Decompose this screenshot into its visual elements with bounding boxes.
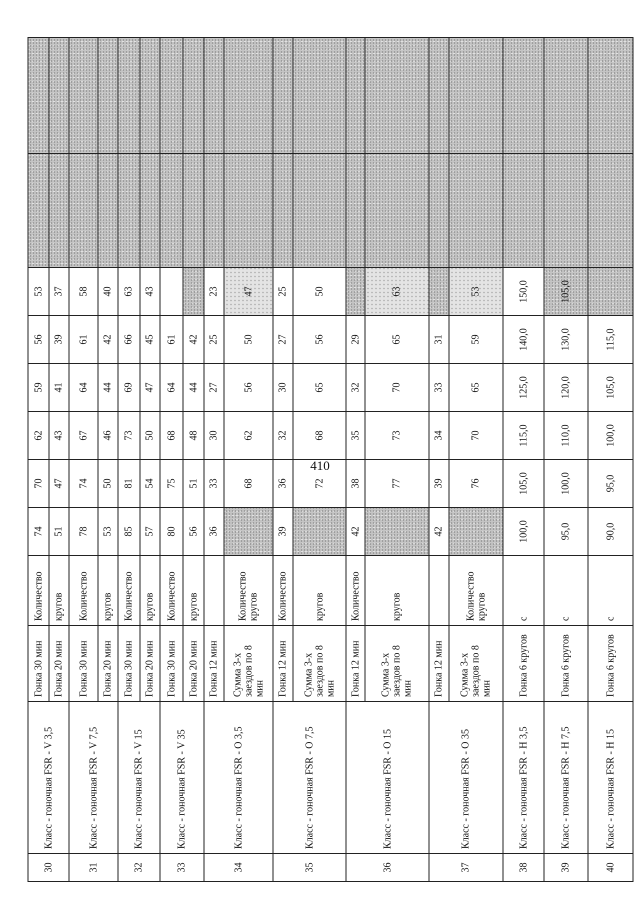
hatched-cell bbox=[140, 38, 160, 154]
value-cell: 50 bbox=[224, 316, 273, 364]
value-cell: 53 bbox=[98, 508, 118, 556]
value-cell: 56 bbox=[28, 316, 49, 364]
hatched-cell bbox=[183, 154, 204, 268]
value-cell: 58 bbox=[69, 268, 98, 316]
value-cell: 65 bbox=[449, 364, 503, 412]
value-cell: 50 bbox=[98, 460, 118, 508]
unit-cell bbox=[204, 556, 224, 626]
race-format-cell: Гонка 30 мин bbox=[160, 626, 183, 702]
value-cell: 140,0 bbox=[503, 316, 544, 364]
table-row bbox=[69, 38, 98, 882]
value-cell bbox=[346, 268, 365, 316]
unit-cell: Количество bbox=[69, 556, 98, 626]
value-cell: 42 bbox=[429, 508, 449, 556]
race-format-cell: Гонка 12 мин bbox=[204, 626, 224, 702]
hatched-cell bbox=[204, 38, 224, 154]
value-cell: 76 bbox=[449, 460, 503, 508]
value-cell: 56 bbox=[183, 508, 204, 556]
unit-cell: с bbox=[503, 556, 544, 626]
hatched-cell bbox=[449, 38, 503, 154]
value-cell: 70 bbox=[365, 364, 429, 412]
value-cell: 73 bbox=[365, 412, 429, 460]
race-format-cell: Сумма 3-х заездов по 8 мин bbox=[293, 626, 346, 702]
hatched-cell bbox=[28, 154, 49, 268]
value-cell: 115,0 bbox=[503, 412, 544, 460]
value-cell bbox=[449, 508, 503, 556]
class-name-cell: Класс - гоночная FSR - H 15 bbox=[588, 702, 633, 854]
value-cell: 68 bbox=[224, 460, 273, 508]
value-cell: 62 bbox=[28, 412, 49, 460]
hatched-cell bbox=[49, 154, 69, 268]
value-cell: 66 bbox=[118, 316, 140, 364]
value-cell: 36 bbox=[204, 508, 224, 556]
unit-cell bbox=[429, 556, 449, 626]
value-cell: 27 bbox=[273, 316, 293, 364]
hatched-cell bbox=[429, 154, 449, 268]
value-cell: 30 bbox=[273, 364, 293, 412]
hatched-cell bbox=[503, 38, 544, 154]
race-format-cell: Сумма 3-х заездов по 8 мин bbox=[449, 626, 503, 702]
hatched-cell bbox=[588, 154, 633, 268]
value-cell: 56 bbox=[293, 316, 346, 364]
table-row bbox=[346, 38, 365, 882]
value-cell: 33 bbox=[204, 460, 224, 508]
value-cell: 100,0 bbox=[503, 508, 544, 556]
hatched-cell bbox=[544, 154, 588, 268]
hatched-cell bbox=[346, 154, 365, 268]
value-cell: 77 bbox=[365, 460, 429, 508]
value-cell: 43 bbox=[140, 268, 160, 316]
hatched-cell bbox=[118, 154, 140, 268]
hatched-cell bbox=[224, 154, 273, 268]
unit-cell: с bbox=[588, 556, 633, 626]
value-cell: 59 bbox=[449, 316, 503, 364]
unit-cell: кругов bbox=[49, 556, 69, 626]
table-row bbox=[28, 38, 49, 882]
value-cell: 33 bbox=[429, 364, 449, 412]
hatched-cell bbox=[69, 38, 98, 154]
value-cell: 44 bbox=[183, 364, 204, 412]
value-cell: 50 bbox=[293, 268, 346, 316]
value-cell: 70 bbox=[449, 412, 503, 460]
hatched-cell bbox=[365, 154, 429, 268]
race-format-cell: Гонка 12 мин bbox=[346, 626, 365, 702]
row-number-cell: 36 bbox=[346, 854, 429, 882]
race-format-cell: Сумма 3-х заездов по 8 мин bbox=[365, 626, 429, 702]
value-cell: 53 bbox=[28, 268, 49, 316]
class-name-cell: Класс - гоночная FSR - H 7,5 bbox=[544, 702, 588, 854]
value-cell: 42 bbox=[346, 508, 365, 556]
value-cell: 48 bbox=[183, 412, 204, 460]
value-cell bbox=[160, 268, 183, 316]
hatched-cell bbox=[503, 154, 544, 268]
value-cell: 105,0 bbox=[503, 460, 544, 508]
race-format-cell: Гонка 20 мин bbox=[49, 626, 69, 702]
value-cell: 80 bbox=[160, 508, 183, 556]
table-body bbox=[28, 38, 633, 882]
value-cell: 25 bbox=[273, 268, 293, 316]
value-cell: 30 bbox=[204, 412, 224, 460]
row-number-cell: 35 bbox=[273, 854, 346, 882]
value-cell: 65 bbox=[293, 364, 346, 412]
value-cell: 36 bbox=[273, 460, 293, 508]
value-cell: 47 bbox=[140, 364, 160, 412]
value-cell: 65 bbox=[365, 316, 429, 364]
race-format-cell: Гонка 20 мин bbox=[183, 626, 204, 702]
value-cell: 40 bbox=[98, 268, 118, 316]
value-cell bbox=[429, 268, 449, 316]
unit-cell: Количество bbox=[28, 556, 49, 626]
class-name-cell: Класс - гоночная FSR - V 15 bbox=[118, 702, 160, 854]
value-cell: 75 bbox=[160, 460, 183, 508]
unit-cell: Количество кругов bbox=[224, 556, 273, 626]
row-number-cell: 32 bbox=[118, 854, 160, 882]
value-cell: 38 bbox=[346, 460, 365, 508]
value-cell: 41 bbox=[49, 364, 69, 412]
value-cell: 81 bbox=[118, 460, 140, 508]
hatched-cell bbox=[98, 154, 118, 268]
row-number-cell: 39 bbox=[544, 854, 588, 882]
value-cell: 73 bbox=[118, 412, 140, 460]
value-cell: 78 bbox=[69, 508, 98, 556]
value-cell: 39 bbox=[273, 508, 293, 556]
value-cell: 23 bbox=[204, 268, 224, 316]
table-row bbox=[204, 38, 224, 882]
value-cell: 125,0 bbox=[503, 364, 544, 412]
unit-cell: кругов bbox=[140, 556, 160, 626]
hatched-cell bbox=[273, 38, 293, 154]
unit-cell: кругов bbox=[365, 556, 429, 626]
unit-cell: с bbox=[544, 556, 588, 626]
table-row bbox=[160, 38, 183, 882]
unit-cell: Количество bbox=[160, 556, 183, 626]
value-cell: 130,0 bbox=[544, 316, 588, 364]
class-name-cell: Класс - гоночная FSR - H 3,5 bbox=[503, 702, 544, 854]
value-cell bbox=[183, 268, 204, 316]
hatched-cell bbox=[346, 38, 365, 154]
value-cell: 56 bbox=[224, 364, 273, 412]
value-cell: 72 bbox=[293, 460, 346, 508]
value-cell: 68 bbox=[293, 412, 346, 460]
value-cell: 105,0 bbox=[588, 364, 633, 412]
value-cell bbox=[293, 508, 346, 556]
table-row bbox=[503, 38, 544, 882]
value-cell: 42 bbox=[183, 316, 204, 364]
value-cell: 51 bbox=[183, 460, 204, 508]
value-cell: 45 bbox=[140, 316, 160, 364]
value-cell: 150,0 bbox=[503, 268, 544, 316]
race-format-cell: Гонка 30 мин bbox=[118, 626, 140, 702]
race-format-cell: Гонка 6 кругов bbox=[544, 626, 588, 702]
hatched-cell bbox=[224, 38, 273, 154]
rotated-table-container bbox=[28, 38, 616, 882]
hatched-cell bbox=[293, 154, 346, 268]
class-name-cell: Класс - гоночная FSR - O 35 bbox=[429, 702, 503, 854]
hatched-cell bbox=[273, 154, 293, 268]
unit-cell: кругов bbox=[98, 556, 118, 626]
value-cell: 47 bbox=[49, 460, 69, 508]
value-cell: 64 bbox=[69, 364, 98, 412]
race-format-cell: Гонка 20 мин bbox=[140, 626, 160, 702]
hatched-cell bbox=[140, 154, 160, 268]
value-cell: 54 bbox=[140, 460, 160, 508]
value-cell: 50 bbox=[140, 412, 160, 460]
value-cell: 120,0 bbox=[544, 364, 588, 412]
value-cell: 74 bbox=[28, 508, 49, 556]
value-cell: 35 bbox=[346, 412, 365, 460]
hatched-cell bbox=[365, 38, 429, 154]
class-name-cell: Класс - гоночная FSR - V 7,5 bbox=[69, 702, 118, 854]
class-name-cell: Класс - гоночная FSR - O 7,5 bbox=[273, 702, 346, 854]
table-row bbox=[118, 38, 140, 882]
class-name-cell: Класс - гоночная FSR - V 3,5 bbox=[28, 702, 69, 854]
value-cell bbox=[588, 268, 633, 316]
unit-cell: Количество кругов bbox=[449, 556, 503, 626]
race-format-cell: Гонка 6 кругов bbox=[588, 626, 633, 702]
value-cell: 70 bbox=[28, 460, 49, 508]
race-format-cell: Гонка 6 кругов bbox=[503, 626, 544, 702]
hatched-cell bbox=[118, 38, 140, 154]
value-cell: 85 bbox=[118, 508, 140, 556]
value-cell: 63 bbox=[118, 268, 140, 316]
race-format-cell: Гонка 20 мин bbox=[98, 626, 118, 702]
hatched-cell bbox=[183, 38, 204, 154]
value-cell: 39 bbox=[49, 316, 69, 364]
row-number-cell: 34 bbox=[204, 854, 273, 882]
class-name-cell: Класс - гоночная FSR - O 3,5 bbox=[204, 702, 273, 854]
hatched-cell bbox=[429, 38, 449, 154]
unit-cell: Количество bbox=[118, 556, 140, 626]
race-format-cell: Сумма 3-х заездов по 8 мин bbox=[224, 626, 273, 702]
value-cell: 53 bbox=[449, 268, 503, 316]
race-format-cell: Гонка 12 мин bbox=[273, 626, 293, 702]
value-cell: 32 bbox=[273, 412, 293, 460]
unit-cell: Количество bbox=[346, 556, 365, 626]
hatched-cell bbox=[293, 38, 346, 154]
unit-cell: Количество bbox=[273, 556, 293, 626]
hatched-cell bbox=[204, 154, 224, 268]
hatched-cell bbox=[98, 38, 118, 154]
row-number-cell: 31 bbox=[69, 854, 118, 882]
value-cell: 27 bbox=[204, 364, 224, 412]
hatched-cell bbox=[28, 38, 49, 154]
value-cell: 95,0 bbox=[588, 460, 633, 508]
page-number: 410 bbox=[310, 458, 330, 473]
unit-cell: кругов bbox=[183, 556, 204, 626]
race-format-cell: Гонка 12 мин bbox=[429, 626, 449, 702]
value-cell: 69 bbox=[118, 364, 140, 412]
row-number-cell: 40 bbox=[588, 854, 633, 882]
value-cell: 46 bbox=[98, 412, 118, 460]
value-cell: 25 bbox=[204, 316, 224, 364]
hatched-cell bbox=[160, 154, 183, 268]
value-cell bbox=[365, 508, 429, 556]
table-row bbox=[588, 38, 633, 882]
value-cell: 95,0 bbox=[544, 508, 588, 556]
value-cell: 110,0 bbox=[544, 412, 588, 460]
value-cell: 31 bbox=[429, 316, 449, 364]
value-cell: 100,0 bbox=[544, 460, 588, 508]
value-cell: 67 bbox=[69, 412, 98, 460]
value-cell: 29 bbox=[346, 316, 365, 364]
row-number-cell: 37 bbox=[429, 854, 503, 882]
row-number-cell: 38 bbox=[503, 854, 544, 882]
value-cell: 59 bbox=[28, 364, 49, 412]
value-cell: 32 bbox=[346, 364, 365, 412]
hatched-cell bbox=[449, 154, 503, 268]
hatched-cell bbox=[49, 38, 69, 154]
table-row bbox=[544, 38, 588, 882]
value-cell: 51 bbox=[49, 508, 69, 556]
hatched-cell bbox=[160, 38, 183, 154]
value-cell: 34 bbox=[429, 412, 449, 460]
class-standards-table bbox=[28, 37, 634, 882]
value-cell: 42 bbox=[98, 316, 118, 364]
value-cell: 61 bbox=[160, 316, 183, 364]
value-cell: 74 bbox=[69, 460, 98, 508]
table-row bbox=[273, 38, 293, 882]
table-row bbox=[429, 38, 449, 882]
hatched-cell bbox=[588, 38, 633, 154]
row-number-cell: 33 bbox=[160, 854, 204, 882]
race-format-cell: Гонка 30 мин bbox=[28, 626, 49, 702]
value-cell bbox=[224, 508, 273, 556]
race-format-cell: Гонка 30 мин bbox=[69, 626, 98, 702]
unit-cell: кругов bbox=[293, 556, 346, 626]
value-cell: 115,0 bbox=[588, 316, 633, 364]
hatched-cell bbox=[69, 154, 98, 268]
value-cell: 105,0 bbox=[544, 268, 588, 316]
class-name-cell: Класс - гоночная FSR - O 15 bbox=[346, 702, 429, 854]
value-cell: 37 bbox=[49, 268, 69, 316]
value-cell: 61 bbox=[69, 316, 98, 364]
value-cell: 68 bbox=[160, 412, 183, 460]
value-cell: 43 bbox=[49, 412, 69, 460]
class-name-cell: Класс - гоночная FSR - V 35 bbox=[160, 702, 204, 854]
value-cell: 64 bbox=[160, 364, 183, 412]
hatched-cell bbox=[544, 38, 588, 154]
value-cell: 100,0 bbox=[588, 412, 633, 460]
value-cell: 39 bbox=[429, 460, 449, 508]
row-number-cell: 30 bbox=[28, 854, 69, 882]
value-cell: 44 bbox=[98, 364, 118, 412]
value-cell: 62 bbox=[224, 412, 273, 460]
value-cell: 90,0 bbox=[588, 508, 633, 556]
value-cell: 63 bbox=[365, 268, 429, 316]
value-cell: 57 bbox=[140, 508, 160, 556]
value-cell: 47 bbox=[224, 268, 273, 316]
